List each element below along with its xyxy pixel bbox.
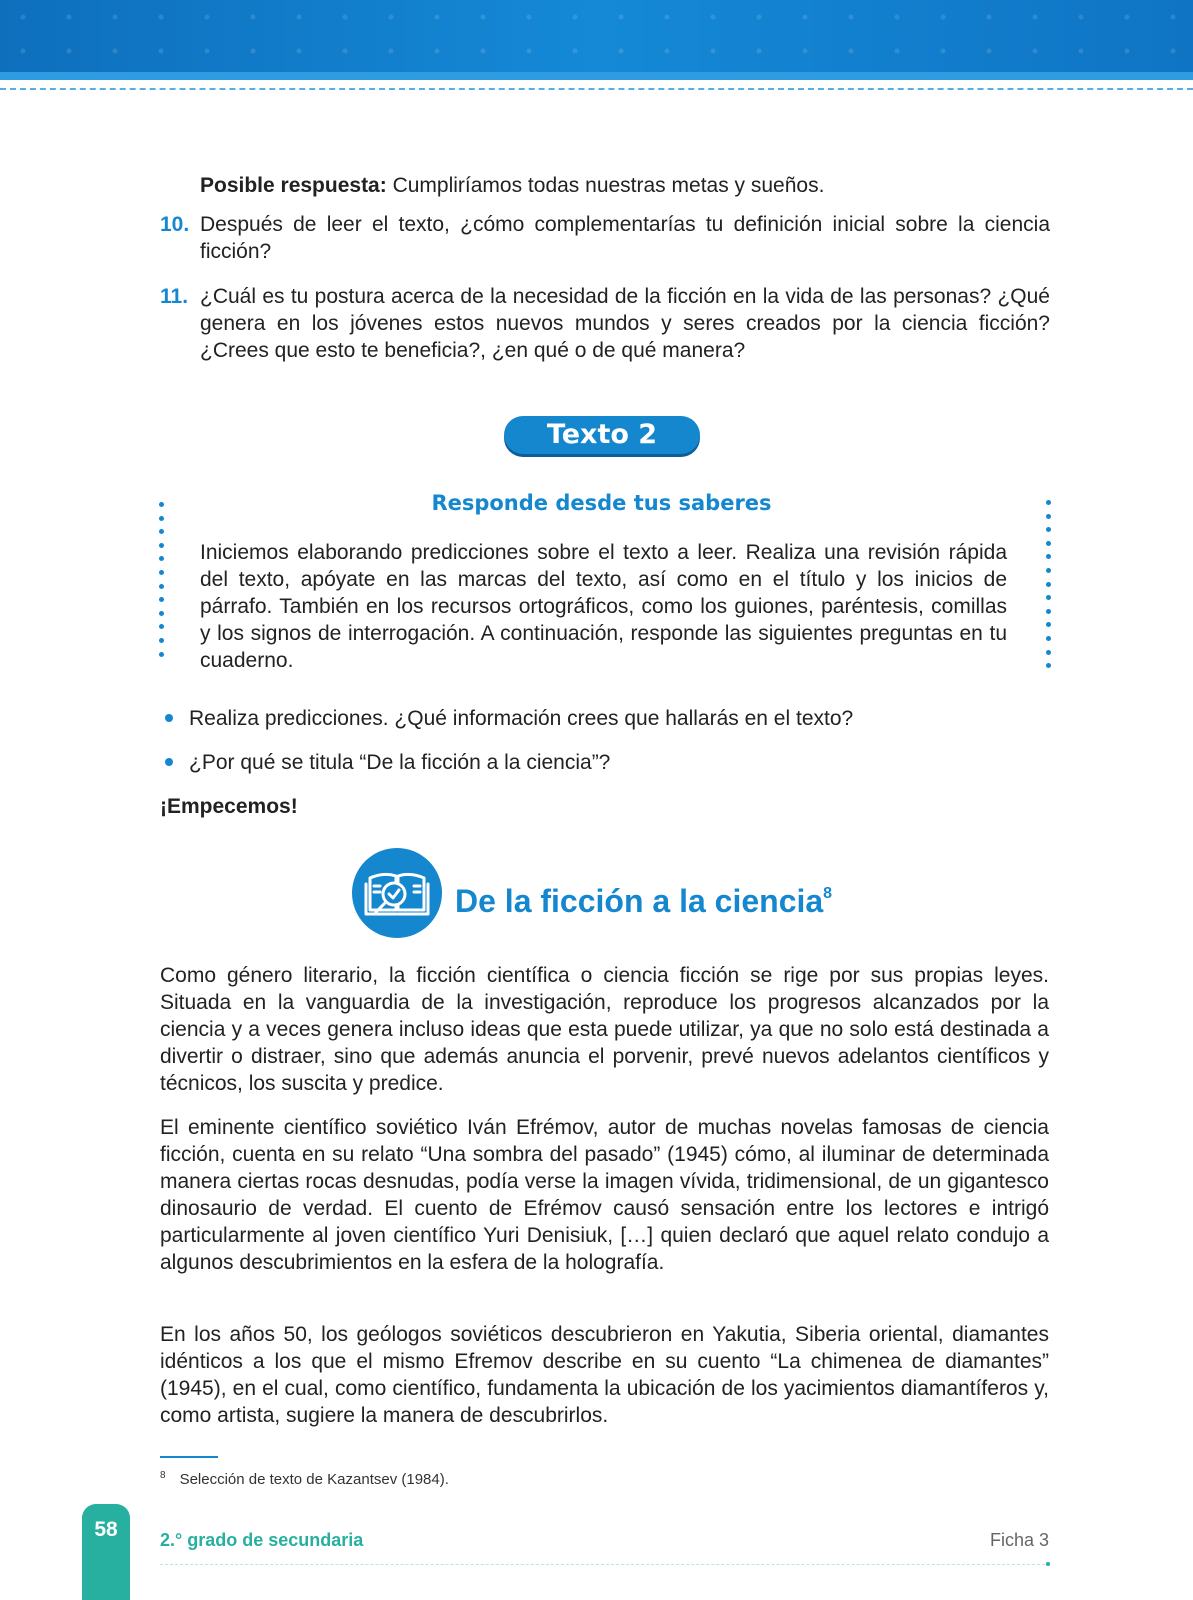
footer-dot bbox=[1046, 1562, 1050, 1566]
footer-grade: 2.° grado de secundaria bbox=[160, 1530, 364, 1550]
possible-answer-text: Cumpliríamos todas nuestras metas y sueños. bbox=[386, 174, 825, 197]
footnote bbox=[160, 1470, 449, 1488]
possible-answer bbox=[200, 172, 1050, 199]
footnote-divider bbox=[160, 1456, 218, 1458]
header-stripe bbox=[0, 72, 1193, 80]
footer-ficha: Ficha 3 bbox=[989, 1530, 1049, 1550]
dotted-border-right bbox=[1046, 500, 1052, 677]
header-banner bbox=[0, 0, 1193, 72]
question-text: Después de leer el texto, ¿cómo complementarías tu definición inicial sobre la ciencia ficción? bbox=[200, 213, 1050, 263]
bullet-item: Realiza predicciones. ¿Qué información crees que hallarás en el texto? bbox=[189, 707, 854, 730]
page-number-tab bbox=[82, 1504, 130, 1600]
question-text: ¿Cuál es tu postura acerca de la necesidad de la ficción en la vida de las personas? ¿Qué genera en los jóvenes estos nuevos mundos y seres creados por la ciencia ficción? ¿Crees que esto te beneficia?, ¿en qué o de qué manera? bbox=[200, 285, 1050, 362]
bullet-dot bbox=[165, 714, 173, 722]
open-book-check-icon bbox=[352, 848, 442, 938]
section-label-pill: Texto 2 bbox=[504, 416, 700, 454]
footnote-text: Selección de texto de Kazantsev (1984). bbox=[179, 1471, 449, 1488]
page-number: 58 bbox=[94, 1518, 118, 1541]
bullet-dot bbox=[165, 758, 173, 766]
section-heading: Responde desde tus saberes bbox=[431, 491, 772, 515]
footnote-reference: 8 bbox=[823, 885, 833, 902]
footnote-mark: 8 bbox=[160, 1470, 166, 1481]
article-paragraph: El eminente científico soviético Iván Efrémov, autor de muchas novelas famosas de ciencia ficción, cuenta en su relato “Una sombra del pasado” (1945) cómo, al iluminar de determinada manera ciertas rocas desnudas, podía verse la imagen vívida, tridimensional, de un gigantesco dinosaurio de verdad. El cuento de Efrémov causó sensación entre los lectores e intrigó particularmente al joven científico Yuri Denisiuk, […] quien declaró que aquel relato condujo a algunos descubrimientos en la esfera de la holografía. bbox=[160, 1116, 1049, 1274]
question-number: 10. bbox=[160, 213, 190, 236]
saberes-instructions: Iniciemos elaborando predicciones sobre el texto a leer. Realiza una revisión rápida del texto, apóyate en las marcas del texto, así como en el título y los inicios de párrafo. También en los recursos ortográficos, como los guiones, paréntesis, comillas y los signos de interrogación. A continuación, responde las siguientes preguntas en tu cuaderno. bbox=[200, 541, 1007, 672]
bullet-item: ¿Por qué se titula “De la ficción a la ciencia”? bbox=[189, 751, 611, 774]
dotted-border-left bbox=[159, 502, 165, 665]
possible-answer-label: Posible respuesta: bbox=[200, 174, 387, 197]
article-paragraph: En los años 50, los geólogos soviéticos descubrieron en Yakutia, Siberia oriental, diamantes idénticos a los que el mismo Efremov describe en su cuento “La chimenea de diamantes” (1945), en el cual, como científico, fundamenta la ubicación de los yacimientos diamantíferos y, como artista, sugiere la manera de descubrirlos. bbox=[160, 1323, 1049, 1427]
article-title bbox=[455, 874, 832, 921]
empecemos-heading: ¡Empecemos! bbox=[160, 795, 298, 818]
footer-divider bbox=[160, 1564, 1050, 1565]
header-dashed-rule bbox=[0, 88, 1193, 90]
question-number: 11. bbox=[160, 285, 189, 308]
article-paragraph: Como género literario, la ficción científica o ciencia ficción se rige por sus propias leyes. Situada en la vanguardia de la investigación, reproduce los progresos alcanzados por la ciencia y a veces genera incluso ideas que esta puede utilizar, ya que no solo está destinada a divertir o distraer, sino que además anuncia el porvenir, prevé nuevos adelantos científicos y técnicos, los suscita y predice. bbox=[160, 964, 1049, 1095]
article-title-text: De la ficción a la ciencia bbox=[455, 883, 824, 919]
